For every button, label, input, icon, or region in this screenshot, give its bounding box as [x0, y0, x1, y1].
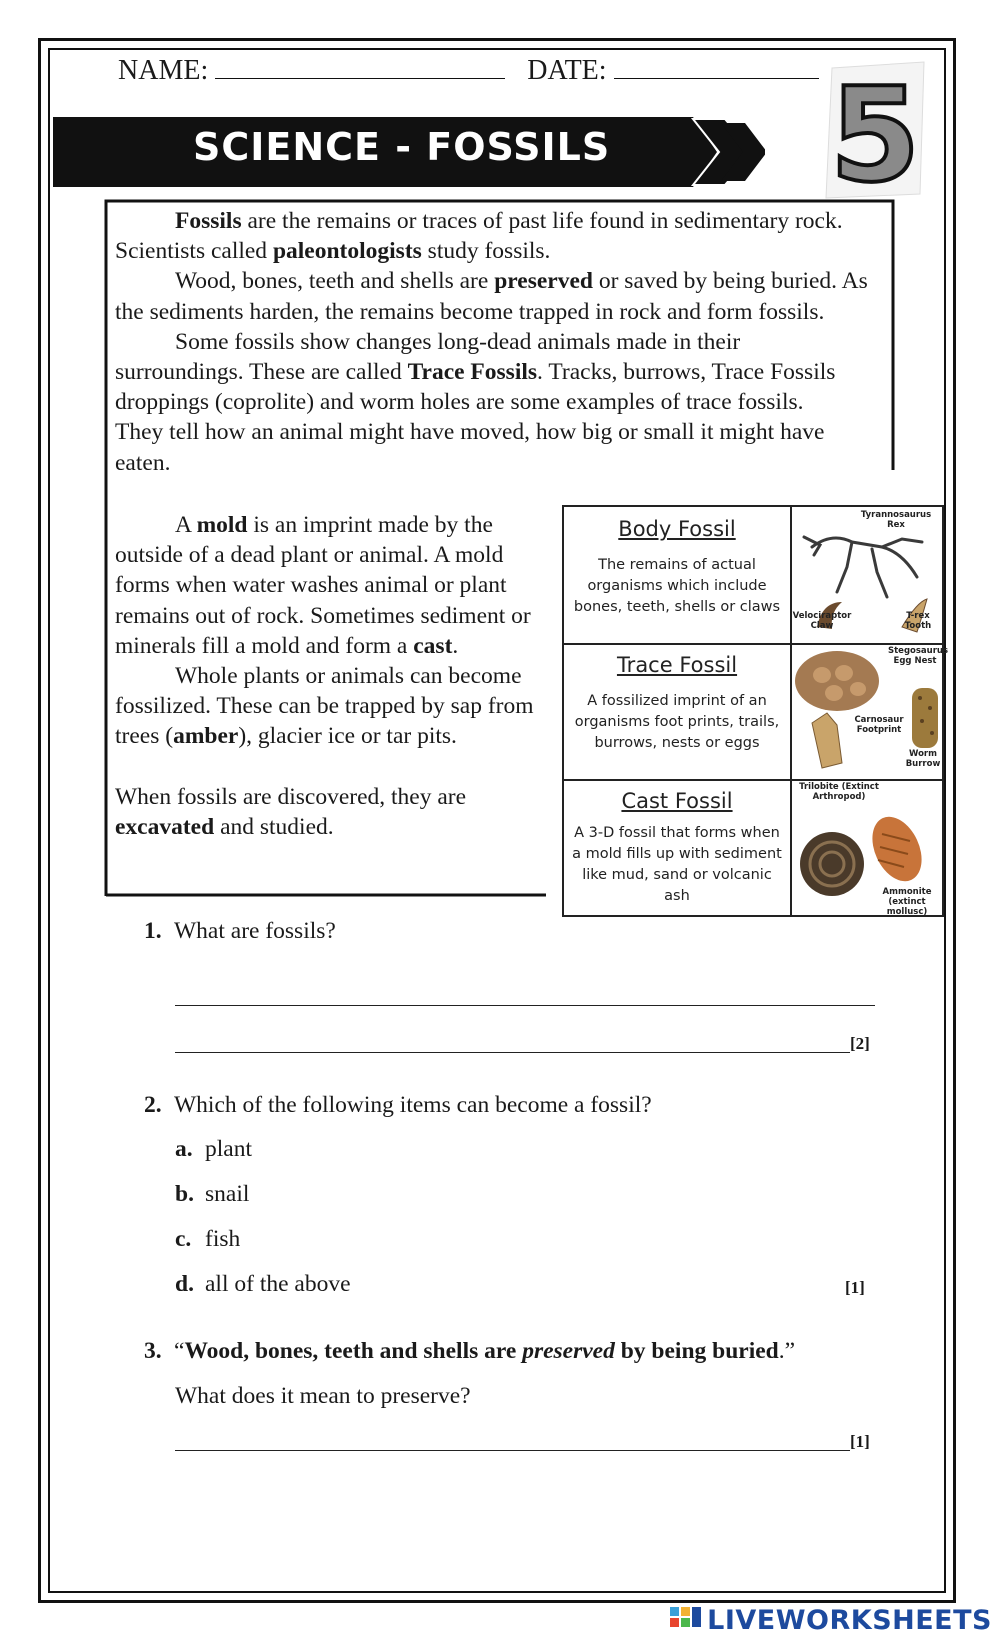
passage-paragraph-6: When fossils are discovered, they are excavated and studied.: [115, 783, 467, 840]
answer-line-1a[interactable]: [175, 1005, 875, 1006]
chart-title-trace-fossil: Trace Fossil: [616, 653, 738, 677]
grade-number: 5: [829, 60, 921, 200]
chart-row-cast-fossil: [564, 779, 942, 915]
trace-fossil-image: [792, 643, 949, 779]
question-2-marks: [1]: [845, 1278, 865, 1297]
chart-desc-trace-fossil: A fossilized imprint of an organisms foot prints, trails, burrows, nests or eggs: [574, 693, 780, 751]
question-2: 2. Which of the following items can become a fossil?: [144, 1092, 652, 1118]
label-worm-burrow: Worm Burrow: [905, 749, 941, 769]
chart-title-cast-fossil: Cast Fossil: [621, 789, 733, 813]
name-label: NAME:: [118, 55, 209, 86]
question-2-text: Which of the following items can become a fossil?: [174, 1092, 652, 1118]
label-trex: Tyrannosaurus Rex: [860, 510, 932, 530]
question-1-marks: [2]: [850, 1034, 870, 1053]
question-1-text: What are fossils?: [174, 918, 336, 944]
cast-fossil-image: [792, 779, 942, 915]
passage-paragraph-4: A mold is an imprint made by the outside of a dead plant or animal. A mold forms when water washes animal or plant remains out of rock. Sometimes sediment or minerals fill a mold and form a cast.: [115, 512, 531, 659]
date-label: DATE:: [527, 55, 607, 86]
answer-line-1b[interactable]: [175, 1052, 850, 1053]
chart-desc-cast-fossil: A 3-D fossil that forms when a mold fills up with sediment like mud, sand or volcanic ash: [572, 825, 782, 904]
label-trilobite: Trilobite (Extinct Arthropod): [799, 782, 879, 802]
passage-paragraph-1: Fossils are the remains or traces of past life found in sedimentary rock. Scientists called paleontologists study fossils.: [115, 208, 843, 265]
passage-paragraph-2: Wood, bones, teeth and shells are preserved or saved by being buried. As the sediments harden, the remains become trapped in rock and form fossils.: [115, 268, 868, 325]
label-velociraptor-claw: Velociraptor Claw: [792, 611, 852, 631]
fossil-types-chart: [562, 505, 949, 917]
option-a[interactable]: a. plant: [175, 1136, 252, 1162]
question-1: 1. What are fossils?: [144, 918, 336, 944]
page-title: SCIENCE - FOSSILS: [193, 125, 611, 169]
label-stegosaurus-egg-nest: Stegosaurus Egg Nest: [888, 646, 949, 666]
chart-row-trace-fossil: [564, 643, 949, 781]
label-trex-tooth: T-rex Tooth: [904, 611, 932, 631]
footer-brand-text: LIVEWORKSHEETS: [707, 1604, 992, 1636]
passage-paragraph-3: Some fossils show changes long-dead animals made in their surroundings. These are called Trace Fossils. Tracks, burrows, Trace Fossils droppings (coprolite) and worm holes are some examples of trace fossils. They tell how an animal might have moved, how big or small it might have eaten.: [115, 328, 836, 476]
label-ammonite: Ammonite (extinct mollusc): [882, 887, 932, 917]
option-d[interactable]: d. all of the above: [175, 1271, 351, 1297]
answer-line-3[interactable]: [175, 1450, 850, 1451]
liveworksheets-icon: [669, 1605, 703, 1635]
passage-lower: [115, 510, 545, 842]
question-3-text: What does it mean to preserve?: [175, 1383, 471, 1409]
question-3-quote: 3. “Wood, bones, teeth and shells are preserved by being buried.”: [144, 1338, 796, 1364]
chart-row-body-fossil: [564, 507, 942, 645]
liveworksheets-logo[interactable]: [669, 1603, 992, 1637]
question-3-marks: [1]: [850, 1432, 870, 1451]
chart-title-body-fossil: Body Fossil: [618, 517, 736, 541]
passage-upper: [115, 206, 875, 478]
passage-paragraph-5: Whole plants or animals can become fossilized. These can be trapped by sap from trees (amber), glacier ice or tar pits.: [115, 663, 534, 750]
option-b[interactable]: b. snail: [175, 1181, 250, 1207]
option-c[interactable]: c. fish: [175, 1226, 241, 1252]
label-carnosaur-footprint: Carnosaur Footprint: [854, 715, 904, 735]
chart-desc-body-fossil: The remains of actual organisms which include bones, teeth, shells or claws: [573, 557, 781, 615]
body-fossil-image: [792, 507, 942, 643]
